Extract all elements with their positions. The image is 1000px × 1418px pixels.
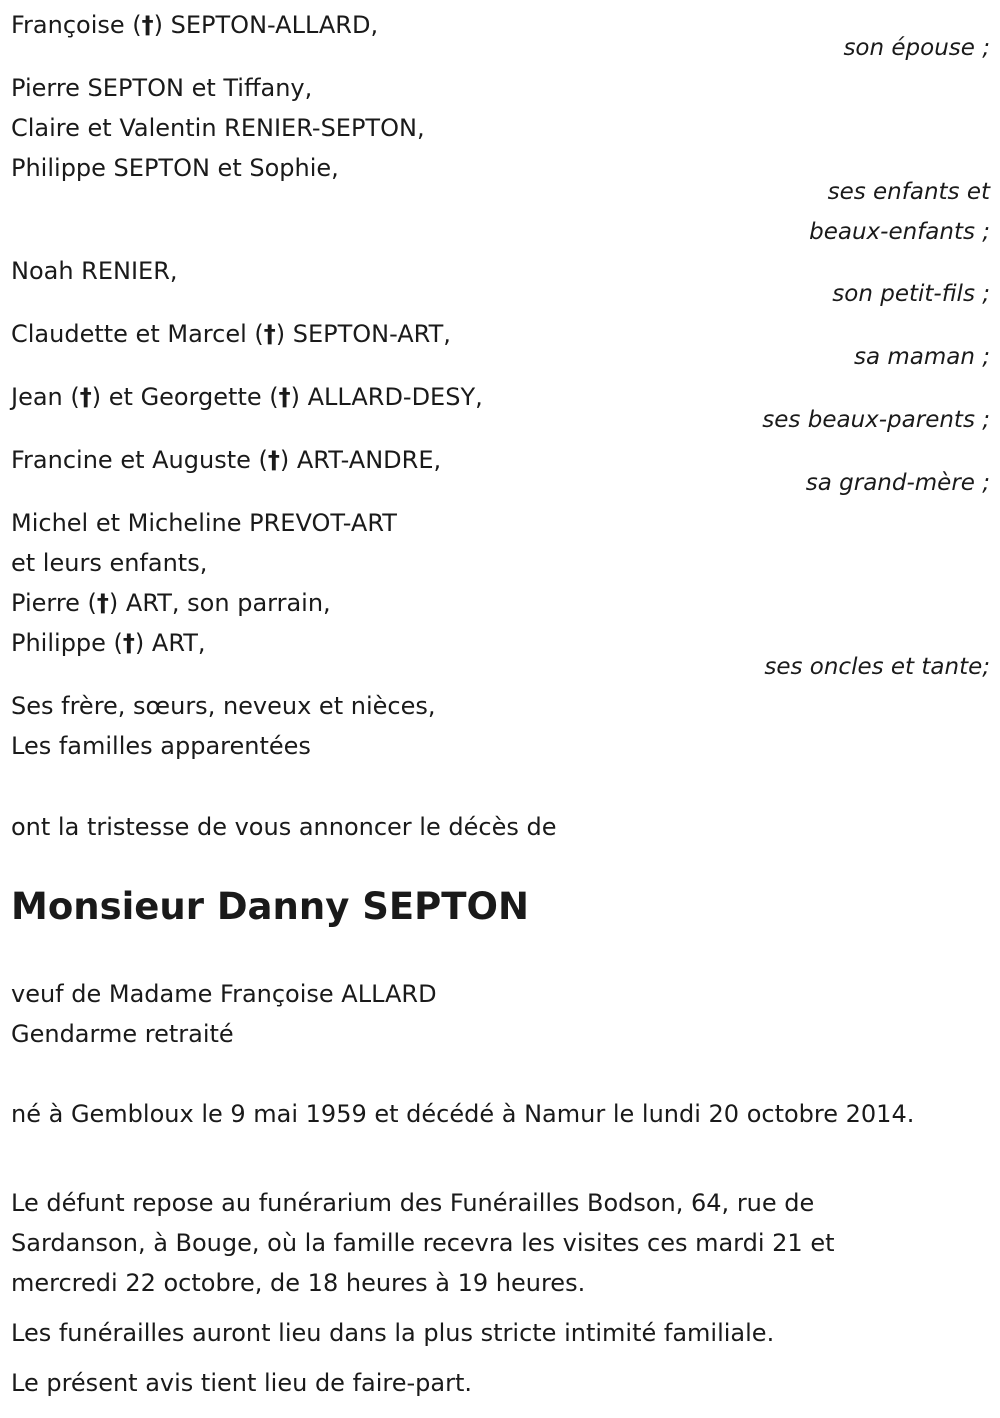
spouse-name: Françoise (†) SEPTON-ALLARD,: [11, 11, 379, 39]
repose-block: [11, 1183, 920, 1303]
child-line: Claire et Valentin RENIER-SEPTON,: [11, 114, 425, 142]
cross-icon: †: [141, 11, 154, 39]
widower-line: veuf de Madame Françoise ALLARD: [11, 980, 437, 1008]
parents-in-law-name: Jean (†) et Georgette (†) ALLARD-DESY,: [11, 383, 483, 411]
cross-icon: †: [278, 383, 291, 411]
grandmother-relation: sa grand-mère ;: [805, 470, 990, 496]
uncle-line: Michel et Micheline PREVOT-ART: [11, 509, 397, 537]
deceased-info-block: [11, 974, 990, 1054]
deceased-name: Monsieur Danny SEPTON: [11, 885, 529, 928]
cross-icon: †: [79, 383, 92, 411]
uncle-line: et leurs enfants,: [11, 549, 208, 577]
cross-icon: †: [96, 589, 109, 617]
children-relation-block: [11, 172, 990, 252]
announcement-text: ont la tristesse de vous annoncer le décès de: [11, 813, 557, 841]
spouse-relation: son épouse ;: [843, 35, 990, 61]
uncles-block: [11, 503, 990, 663]
birth-death-text: né à Gembloux le 9 mai 1959 et décédé à Namur le lundi 20 octobre 2014.: [11, 1100, 915, 1128]
grandmother-name: Francine et Auguste (†) ART-ANDRE,: [11, 446, 442, 474]
notice-text: Le présent avis tient lieu de faire-part.: [11, 1369, 473, 1397]
mother-relation: sa maman ;: [853, 344, 990, 370]
mother-name: Claudette et Marcel (†) SEPTON-ART,: [11, 320, 451, 348]
siblings-block: [11, 686, 990, 766]
repose-text: Le défunt repose au funérarium des Funérailles Bodson, 64, rue de Sardanson, à Bouge, où la famille recevra les visites ces mardi 21 et mercredi 22 octobre, de 18 heures à 19 heures.: [11, 1189, 835, 1297]
cross-icon: †: [267, 446, 280, 474]
uncles-relation-block: [11, 647, 990, 687]
spouse-relation-block: [11, 28, 990, 68]
child-line: Pierre SEPTON et Tiffany,: [11, 74, 313, 102]
notice-block: [11, 1363, 990, 1403]
profession-line: Gendarme retraité: [11, 1020, 234, 1048]
deceased-block: [11, 884, 990, 930]
grandson-relation-block: [11, 274, 990, 314]
birth-death-block: [11, 1094, 930, 1134]
children-block: [11, 68, 990, 188]
funeral-block: [11, 1313, 990, 1353]
siblings-line: Les familles apparentées: [11, 732, 311, 760]
uncles-relation: ses oncles et tante;: [764, 654, 990, 680]
children-relation-line2: beaux-enfants ;: [809, 219, 990, 245]
mother-relation-block: [11, 337, 990, 377]
children-relation-line1: ses enfants et: [827, 179, 990, 205]
grandson-relation: son petit-fils ;: [832, 281, 990, 307]
siblings-line: Ses frère, sœurs, neveux et nièces,: [11, 692, 436, 720]
cross-icon: †: [122, 629, 135, 657]
announcement-block: [11, 807, 990, 847]
child-line: Philippe SEPTON et Sophie,: [11, 154, 339, 182]
grandmother-relation-block: [11, 463, 990, 503]
cross-icon: †: [263, 320, 276, 348]
parents-in-law-relation: ses beaux-parents ;: [762, 407, 990, 433]
funeral-text: Les funérailles auront lieu dans la plus stricte intimité familiale.: [11, 1319, 775, 1347]
parents-in-law-relation-block: [11, 400, 990, 440]
uncle-line: Philippe (†) ART,: [11, 629, 206, 657]
uncle-line: Pierre (†) ART, son parrain,: [11, 589, 331, 617]
grandson-name: Noah RENIER,: [11, 257, 178, 285]
